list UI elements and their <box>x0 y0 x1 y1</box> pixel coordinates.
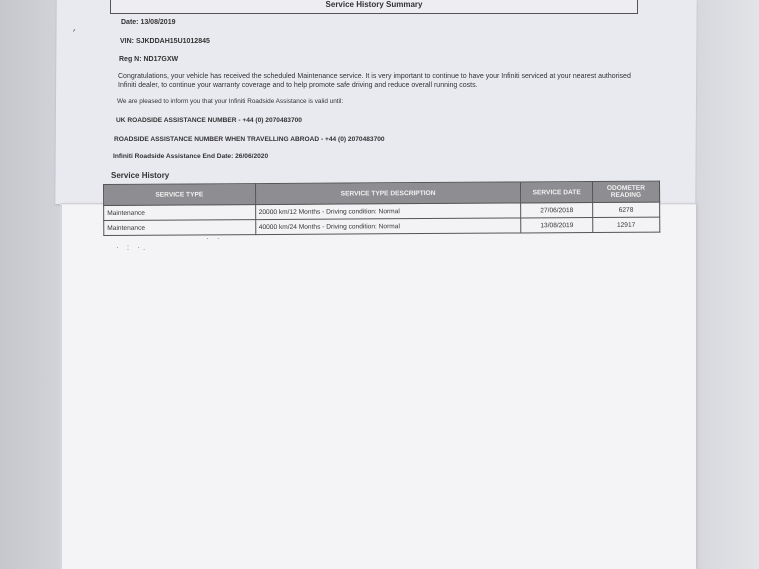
description-cell: 20000 km/12 Months - Driving condition: Normal <box>255 203 521 220</box>
service-date-cell: 27/06/2018 <box>521 203 592 218</box>
print-speck-icon: · : ·. <box>116 243 149 252</box>
odometer-cell: 6278 <box>592 202 659 217</box>
column-header: ODOMETER READING <box>592 181 659 202</box>
column-header: SERVICE TYPE <box>104 184 256 206</box>
vin-field: VIN: SJKDDAH15U1012845 <box>120 38 210 45</box>
column-header: SERVICE TYPE DESCRIPTION <box>255 182 521 205</box>
roadside-end-date: Infiniti Roadside Assistance End Date: 26/06/2020 <box>113 153 269 160</box>
reg-field: Reg N: ND17GXW <box>119 56 179 63</box>
odometer-cell: 12917 <box>592 217 659 232</box>
paper-lower-half <box>62 204 696 569</box>
uk-roadside-number: UK ROADSIDE ASSISTANCE NUMBER - +44 (0) 2070483700 <box>116 117 302 124</box>
congratulations-paragraph: Congratulations, your vehicle has received the scheduled Maintenance service. It is very important to continue to have your Infiniti serviced at your nearest authorised Infiniti dealer, to continue your warranty coverage and to help promote safe driving and reduce overall running costs. <box>118 73 631 89</box>
header-title: Service History Summary <box>325 0 423 9</box>
date-field: Date: 13/08/2019 <box>121 19 176 26</box>
service-date-cell: 13/08/2019 <box>521 218 592 233</box>
section-title: Service History <box>111 171 170 180</box>
service-type-cell: Maintenance <box>104 205 256 221</box>
column-header: SERVICE DATE <box>521 182 592 203</box>
abroad-roadside-number: ROADSIDE ASSISTANCE NUMBER WHEN TRAVELLING ABROAD - +44 (0) 2070483700 <box>114 136 385 143</box>
description-cell: 40000 km/24 Months - Driving condition: Normal <box>255 218 521 235</box>
roadside-validity-text: We are pleased to inform you that your Infiniti Roadside Assistance is valid until: <box>117 98 344 105</box>
service-history-table <box>103 181 660 236</box>
service-type-cell: Maintenance <box>104 220 256 236</box>
document-header <box>110 0 638 14</box>
background-left <box>0 0 60 569</box>
pen-mark-icon: ′ <box>70 28 76 39</box>
table-row <box>104 217 660 235</box>
print-speck-icon: · · <box>206 234 223 243</box>
